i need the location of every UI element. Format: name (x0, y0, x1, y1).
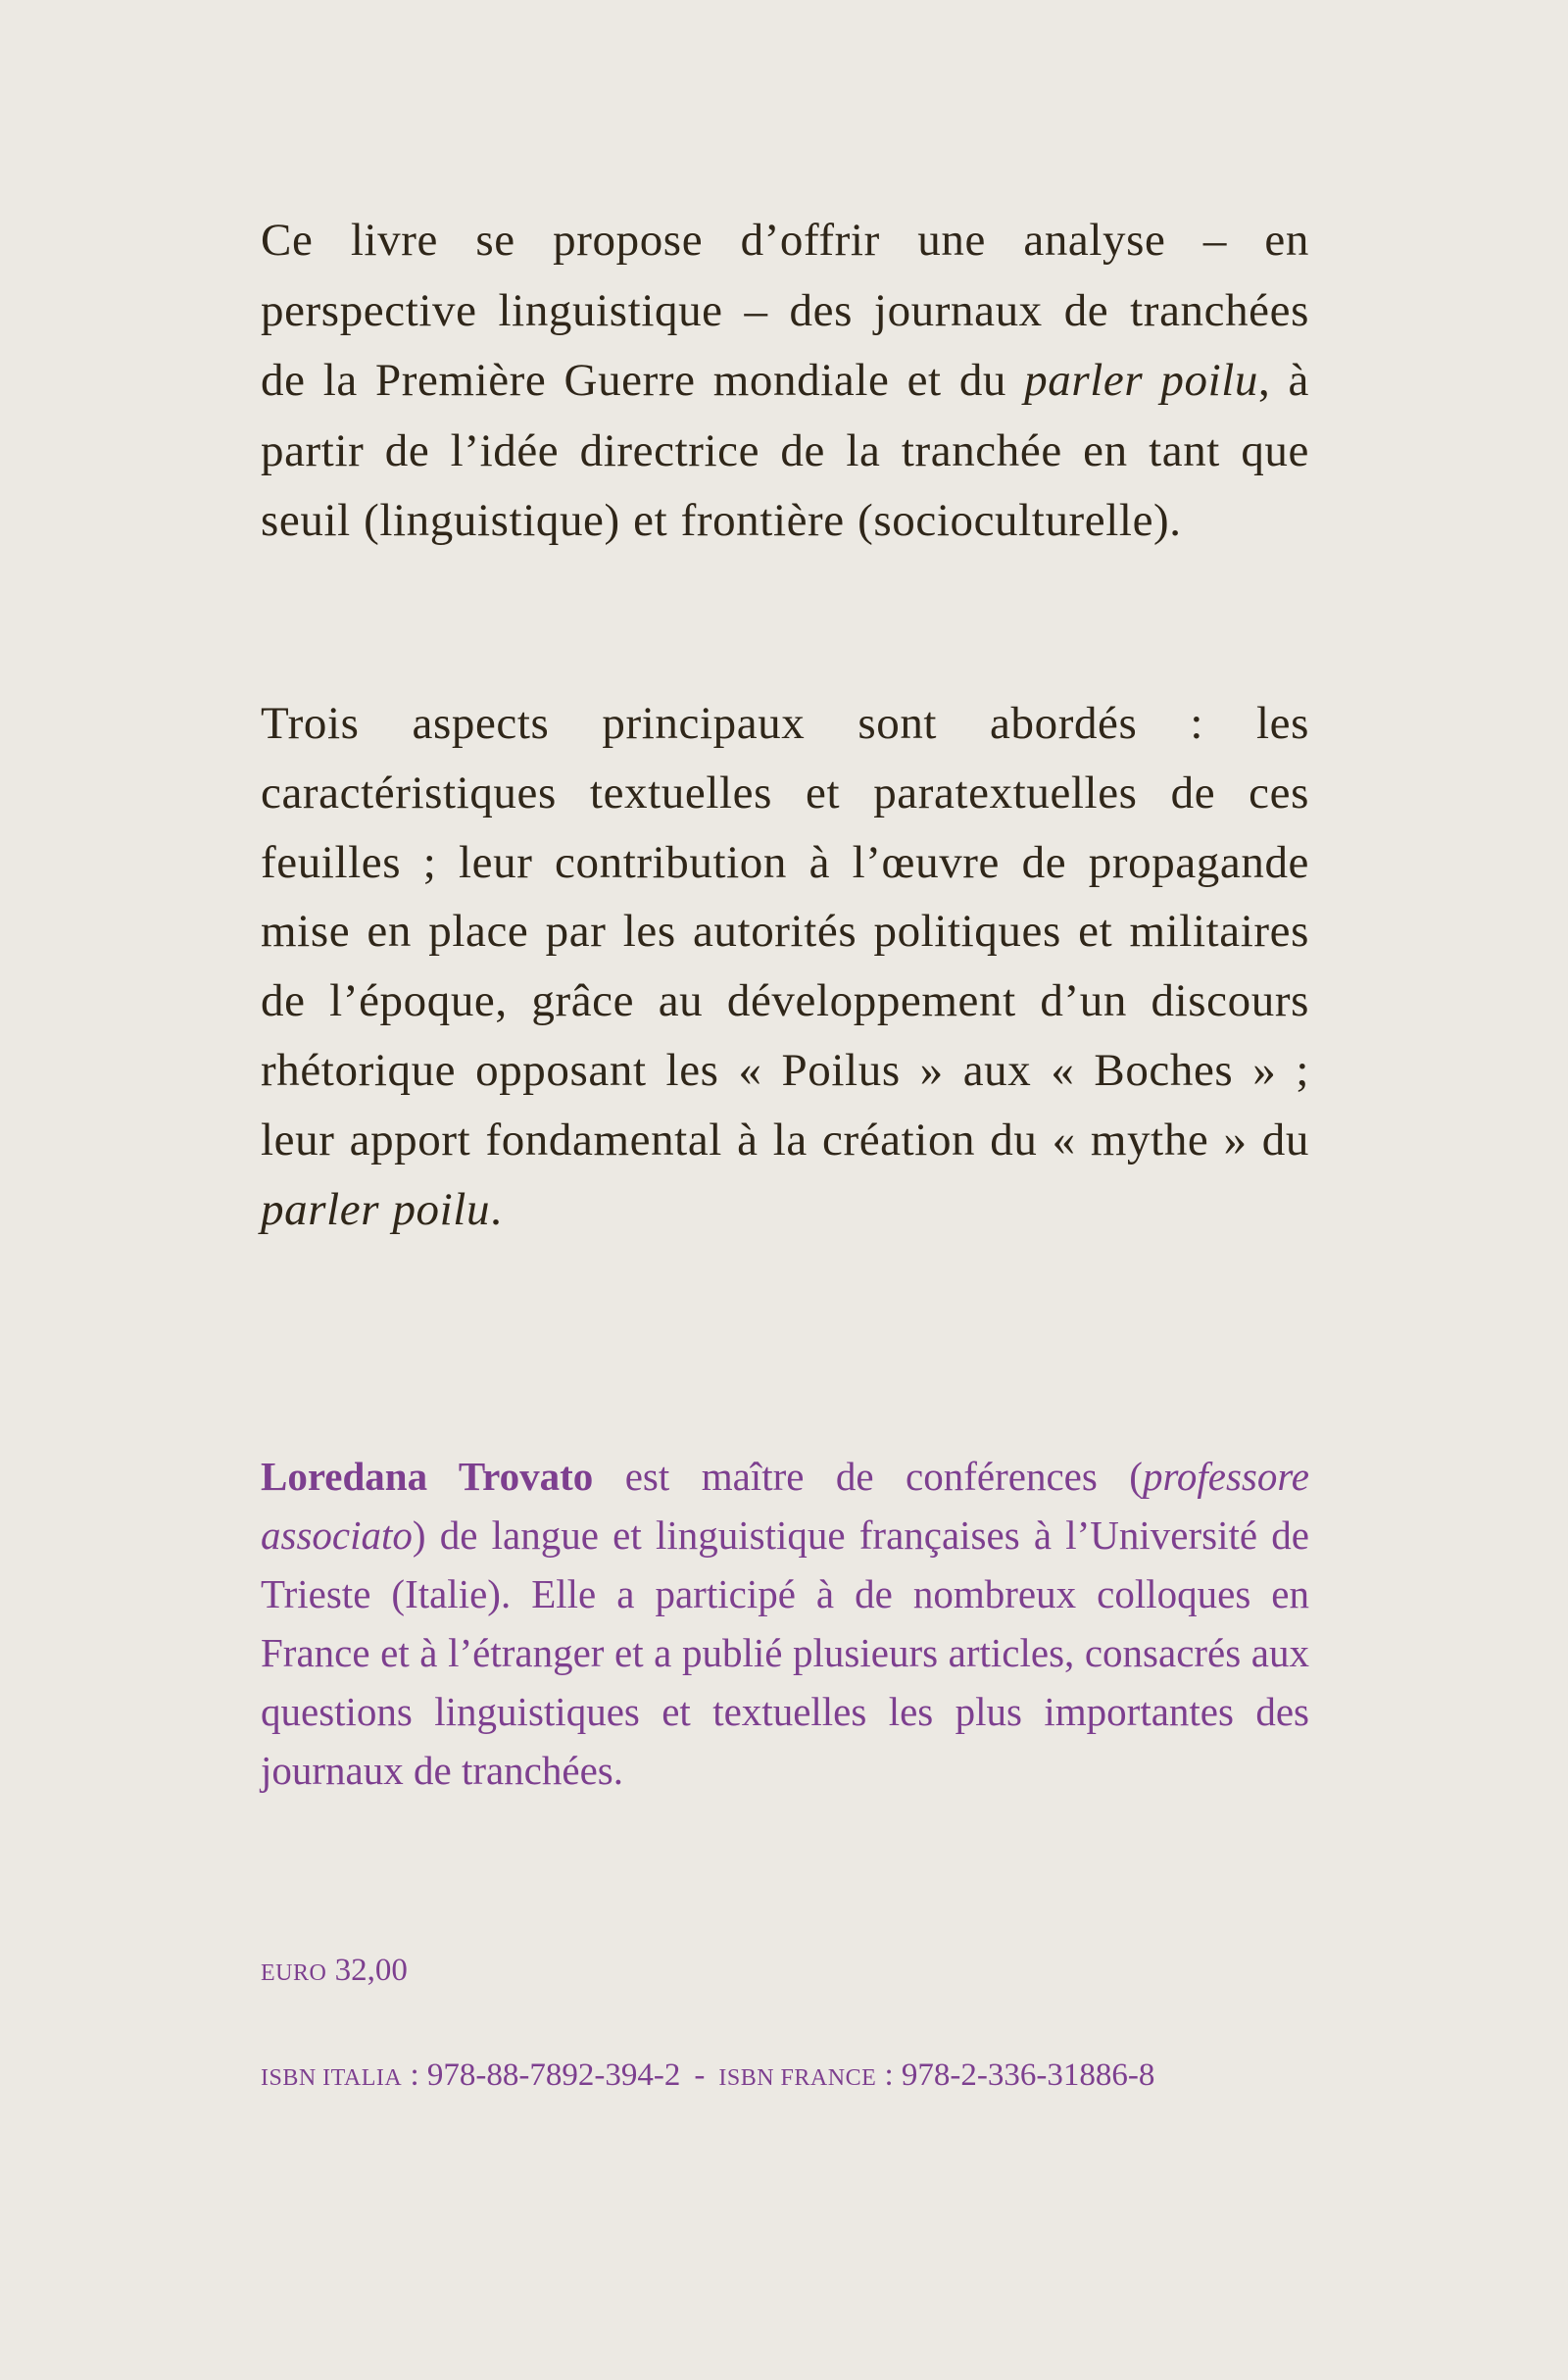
author-name: Loredana Trovato (261, 1454, 594, 1499)
blurb-2-italic-parler-poilu: parler poilu (261, 1183, 491, 1235)
author-bio-text-a: est maître de conférences ( (593, 1454, 1143, 1499)
blurb-2-text-b: . (490, 1183, 503, 1235)
isbn-france-label: ISBN FRANCE (718, 2065, 877, 2091)
author-bio (261, 1447, 1309, 1800)
price-value: 32,00 (334, 1953, 408, 1988)
isbn-line (261, 2056, 1154, 2098)
blurb-paragraph-1 (261, 206, 1309, 557)
isbn-france-value: : 978-2-336-31886-8 (884, 2058, 1155, 2093)
author-bio-italic: professore associato (261, 1454, 1310, 1558)
isbn-italia-value: : 978-88-7892-394-2 (410, 2058, 681, 2093)
isbn-italia-label: ISBN ITALIA (261, 2065, 403, 2091)
blurb-1-italic-parler-poilu: parler poilu (1024, 355, 1259, 406)
blurb-paragraph-2 (261, 689, 1309, 1244)
isbn-separator: - (694, 2058, 706, 2093)
price (261, 1951, 408, 1993)
blurb-1-text-a: Ce livre se propose d’offrir une analyse – en perspective linguistique – des journaux de tranchées de la Première Guerre mondiale et du (261, 215, 1309, 406)
blurb-1-text-b: , à partir de l’idée directrice de la tranchée en tant que seuil (linguistique) et frontière (socioculturelle). (261, 355, 1309, 546)
blurb-2-text-a: Trois aspects principaux sont abordés : les caractéristiques textuelles et paratextuelles de ces feuilles ; leur contribution à l’œuvre de propagande mise en place par les autorités politiques et militaires de l’époque, grâce au développement d’un discours rhétorique opposant les « Poilus » aux « Boches » ; leur apport fondamental à la création du « mythe » du (261, 698, 1309, 1165)
price-label: EURO (261, 1960, 327, 1986)
author-bio-text-b: ) de langue et linguistique françaises à l’Université de Trieste (Italie). Elle a participé à de nombreux colloques en France et à l’étranger et a publié plusieurs articles, consacrés aux questions linguistiques et textuelles les plus importantes des journaux de tranchées. (261, 1512, 1309, 1793)
